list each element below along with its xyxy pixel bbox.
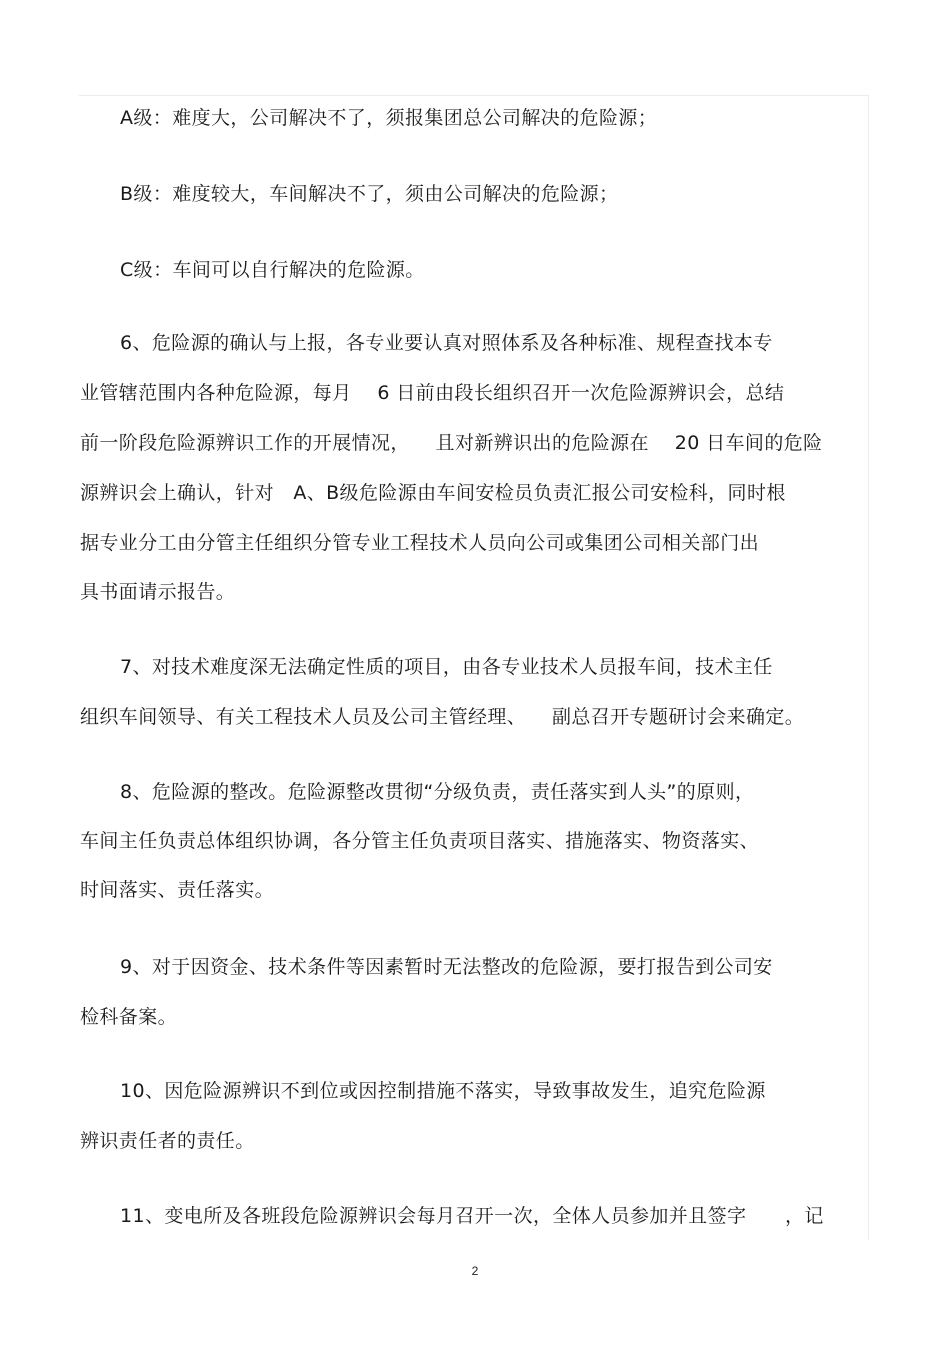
text-line: 具书面请示报告。 (80, 581, 236, 603)
text-line: A级：难度大，公司解决不了，须报集团总公司解决的危险源； (120, 107, 658, 129)
text-line: 据专业分工由分管主任组织分管专业工程技术人员向公司或集团公司相关部门出 (80, 532, 760, 554)
text-line: 8、危险源的整改。危险源整改贯彻“分级负责，责任落实到人头”的原则， (120, 781, 755, 803)
text-line: 7、对技术难度深无法确定性质的项目，由各专业技术人员报车间，技术主任 (120, 656, 773, 678)
text-line: 11、变电所及各班段危险源辨识会每月召开一次，全体人员参加并且签字 ，记 (120, 1205, 824, 1227)
page-number: 2 (471, 1264, 479, 1278)
text-line: 车间主任负责总体组织协调，各分管主任负责项目落实、措施落实、物资落实、 (80, 830, 760, 852)
text-line: 组织车间领导、有关工程技术人员及公司主管经理、 副总召开专题研讨会来确定。 (80, 706, 805, 728)
text-line: 10、因危险源辨识不到位或因控制措施不落实，导致事故发生，追究危险源 (120, 1080, 766, 1102)
text-line: 9、对于因资金、技术条件等因素暂时无法整改的危险源，要打报告到公司安 (120, 956, 773, 978)
text-line: C级：车间可以自行解决的危险源。 (120, 259, 425, 281)
text-line: 时间落实、责任落实。 (80, 879, 275, 901)
text-line: 辨识责任者的责任。 (80, 1130, 255, 1152)
text-line: 6、危险源的确认与上报，各专业要认真对照体系及各种标准、规程查找本专 (120, 332, 773, 354)
text-line: 业管辖范围内各种危险源，每月 6 日前由段长组织召开一次危险源辨识会，总结 (80, 382, 785, 404)
text-line: 检科备案。 (80, 1006, 178, 1028)
text-line: 源辨识会上确认，针对 A、B级危险源由车间安检员负责汇报公司安检科，同时根 (80, 482, 786, 504)
text-line: 前一阶段危险源辨识工作的开展情况， 且对新辨识出的危险源在 20 日车间的危险 (80, 432, 823, 454)
text-line: B级：难度较大，车间解决不了，须由公司解决的危险源； (120, 183, 619, 205)
